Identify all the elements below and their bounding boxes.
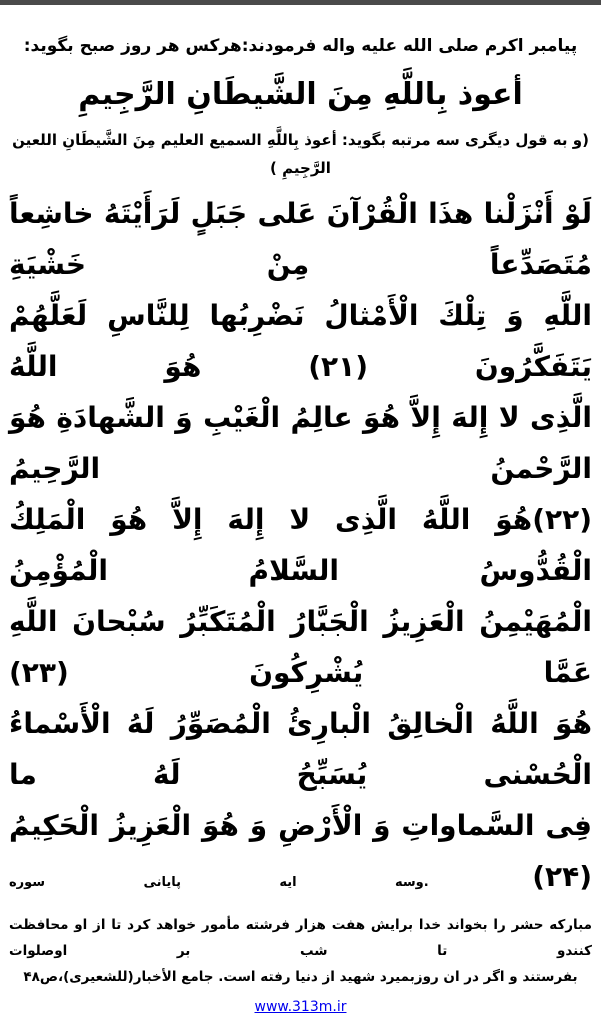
quran-line-7 xyxy=(9,800,592,908)
quran-verses xyxy=(9,188,592,908)
alternative-istiadha-text: (و به قول دیگری سه مرتبه بگوید: أعوذ بِاللَّهِ السمیع العلیم مِنَ الشَّیطَانِ اللعین الرَّجِیمِ ) xyxy=(12,131,589,177)
link-container xyxy=(9,996,592,1015)
website-link[interactable]: www.313m.ir xyxy=(254,999,347,1015)
istiadha-text: أعوذ بِاللَّهِ مِنَ الشَّیطَانِ الرَّجِیمِ xyxy=(78,77,523,112)
document-content xyxy=(0,5,601,1015)
hadith-intro-text: پیامبر اکرم صلی الله علیه واله فرمودند:هرکس هر روز صبح بگوید: xyxy=(23,36,578,56)
quran-line-6: هُوَ اللَّهُ الْخالِقُ الْبارِئُ الْمُصَوِّرُ لَهُ الْأَسْماءُ الْحُسْنى يُسَبِّحُ لَهُ ما xyxy=(9,707,592,791)
surah-ending-note: .وسه ایه پایانی سوره xyxy=(9,875,429,890)
quran-line-4: (۲۲)هُوَ اللَّهُ الَّذِى لا إِلهَ إِلاَّ هُوَ الْمَلِكُ الْقُدُّوسُ السَّلامُ الْمُؤْمِنُ xyxy=(9,503,592,587)
quran-line-1: لَوْ أَنْزَلْنا هذَا الْقُرْآنَ عَلى جَبَلٍ لَرَأَيْتَهُ خاشِعاً مُتَصَدِّعاً مِنْ خَشْيَةِ xyxy=(9,197,592,281)
quran-line-3: الَّذِى لا إِلهَ إِلاَّ هُوَ عالِمُ الْغَيْبِ وَ الشَّهادَةِ هُوَ الرَّحْمنُ الرَّحِيمُ xyxy=(9,401,592,485)
hadith-source-citation: بفرستند و اگر در ان روزبمیرد شهید از دنیا رفته است. جامع الأخبار(للشعیری)،ص۴۸ xyxy=(23,969,578,985)
quran-line-7-main: فِى السَّماواتِ وَ الْأَرْضِ وَ هُوَ الْعَزِيزُ الْحَكِيمُ (۲۴) xyxy=(9,809,593,893)
quran-line-2: اللَّهِ وَ تِلْكَ الْأَمْثالُ نَضْرِبُها لِلنَّاسِ لَعَلَّهُمْ يَتَفَكَّرُونَ (۲۱) هُوَ اللَّهُ xyxy=(9,299,592,383)
hadith-reward-text: مبارکه حشر را بخواند خدا برایش هفت هزار فرشته مأمور خواهد کرد تا از او محافظت کنندو تا شب بر اوصلوات xyxy=(9,917,592,959)
quran-line-5: الْمُهَيْمِنُ الْعَزِيزُ الْجَبَّارُ الْمُتَكَبِّرُ سُبْحانَ اللَّهِ عَمَّا يُشْرِكُونَ (۲۳) xyxy=(9,605,592,689)
